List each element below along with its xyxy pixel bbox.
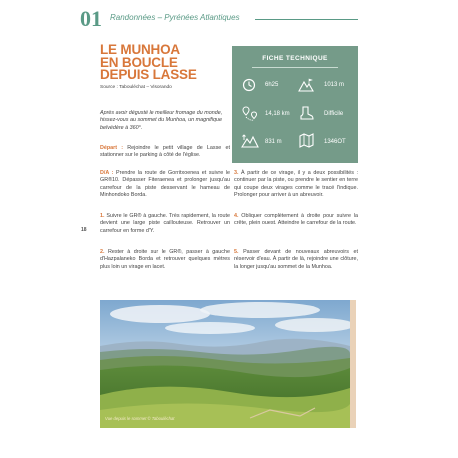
step-text: Suivre le GR® à gauche. Très rapidement, la route devient une large piste caillouteuse. Retrouver un carrefour en forme d'Y.: [100, 213, 230, 234]
step-text: À partir de ce virage, il y a deux possibilités : continuer par la piste, ou prendre le sentier en terre qui coupe deux virages comme le tracé l'indique. Prolonger pour arriver à un abreuvoir.: [234, 170, 358, 199]
step-text: Obliquer complètement à droite pour suivre la crête, plein ouest. Atteindre le carrefour de la route.: [234, 213, 358, 227]
step-text: Passer devant de nouveaux abreuvoirs et réservoir d'eau. À partir de là, rejoindre une clôture, la longer jusqu'au sommet de la Munhoa.: [234, 249, 358, 270]
step-5: [234, 249, 358, 271]
title-line-2: EN BOUCLE: [100, 54, 178, 70]
mountain-peak-icon: [298, 78, 314, 92]
distance-value: 14,18 km: [265, 111, 290, 117]
map-value: 1346OT: [324, 139, 346, 145]
step-number: 3.: [234, 170, 239, 176]
da-label: D/A :: [100, 170, 114, 176]
landscape-photo: [100, 300, 350, 428]
step-3: [234, 170, 358, 200]
step-1: [100, 213, 230, 235]
fiche-title: FICHE TECHNIQUE: [262, 55, 328, 62]
title-line-1: LE MUNHOA: [100, 42, 180, 57]
step-4: [234, 213, 358, 228]
elevation-icon: [241, 134, 259, 148]
page-edge-strip: [350, 300, 356, 428]
photo-caption: Vue depuis le sommet © Tabouléchat: [105, 416, 175, 421]
source-credit: Source : Tabouléchat – Visorando: [100, 85, 172, 90]
da-paragraph: [100, 170, 230, 200]
intro-text: Après avoir dégusté le meilleur fromage du monde, hissez-vous au sommet du Munhoa, un magnifique belvédère à 360°.: [100, 110, 223, 131]
page-number: 18: [81, 227, 87, 233]
difficulty-value: Difficile: [324, 111, 344, 117]
step-number: 4.: [234, 213, 239, 219]
step-number: 2.: [100, 249, 105, 255]
step-text: Rester à droite sur le GR®, passer à gauche d'Hazpalaneko Borda et retrouver quelques mètres plus loin un virage en lacet.: [100, 249, 230, 270]
step-2: [100, 249, 230, 271]
chapter-title: Randonnées – Pyrénées Atlantiques: [110, 13, 240, 22]
depart-label: Départ :: [100, 145, 124, 151]
step-number: 1.: [100, 213, 105, 219]
page-title: [100, 44, 230, 82]
altitude-value: 1013 m: [324, 82, 345, 88]
header-rule: [255, 19, 358, 20]
elevation-value: 831 m: [265, 139, 282, 145]
clock-icon: [242, 78, 256, 92]
duration-value: 6h25: [265, 82, 279, 88]
landscape-illustration: [100, 300, 350, 428]
chapter-number: 01: [80, 6, 102, 31]
route-pins-icon: [242, 106, 258, 122]
step-number: 5.: [234, 249, 239, 255]
depart-paragraph: [100, 145, 230, 160]
depart-text: Rejoindre le petit village de Lasse et stationner sur le parking à côté de l'église.: [100, 145, 230, 159]
fiche-technique-card: [232, 46, 358, 163]
fiche-rule: [252, 67, 338, 68]
map-icon: [299, 133, 314, 148]
boot-icon: [300, 106, 314, 121]
da-text: Prendre la route de Gorritxoenea et suivre le GR®10. Dépasser Fiteraenea et prolonger jusqu'au carrefour de la piste desservant le hameau de Minhondoko Borda.: [100, 170, 230, 199]
title-line-3: DEPUIS LASSE: [100, 67, 197, 82]
